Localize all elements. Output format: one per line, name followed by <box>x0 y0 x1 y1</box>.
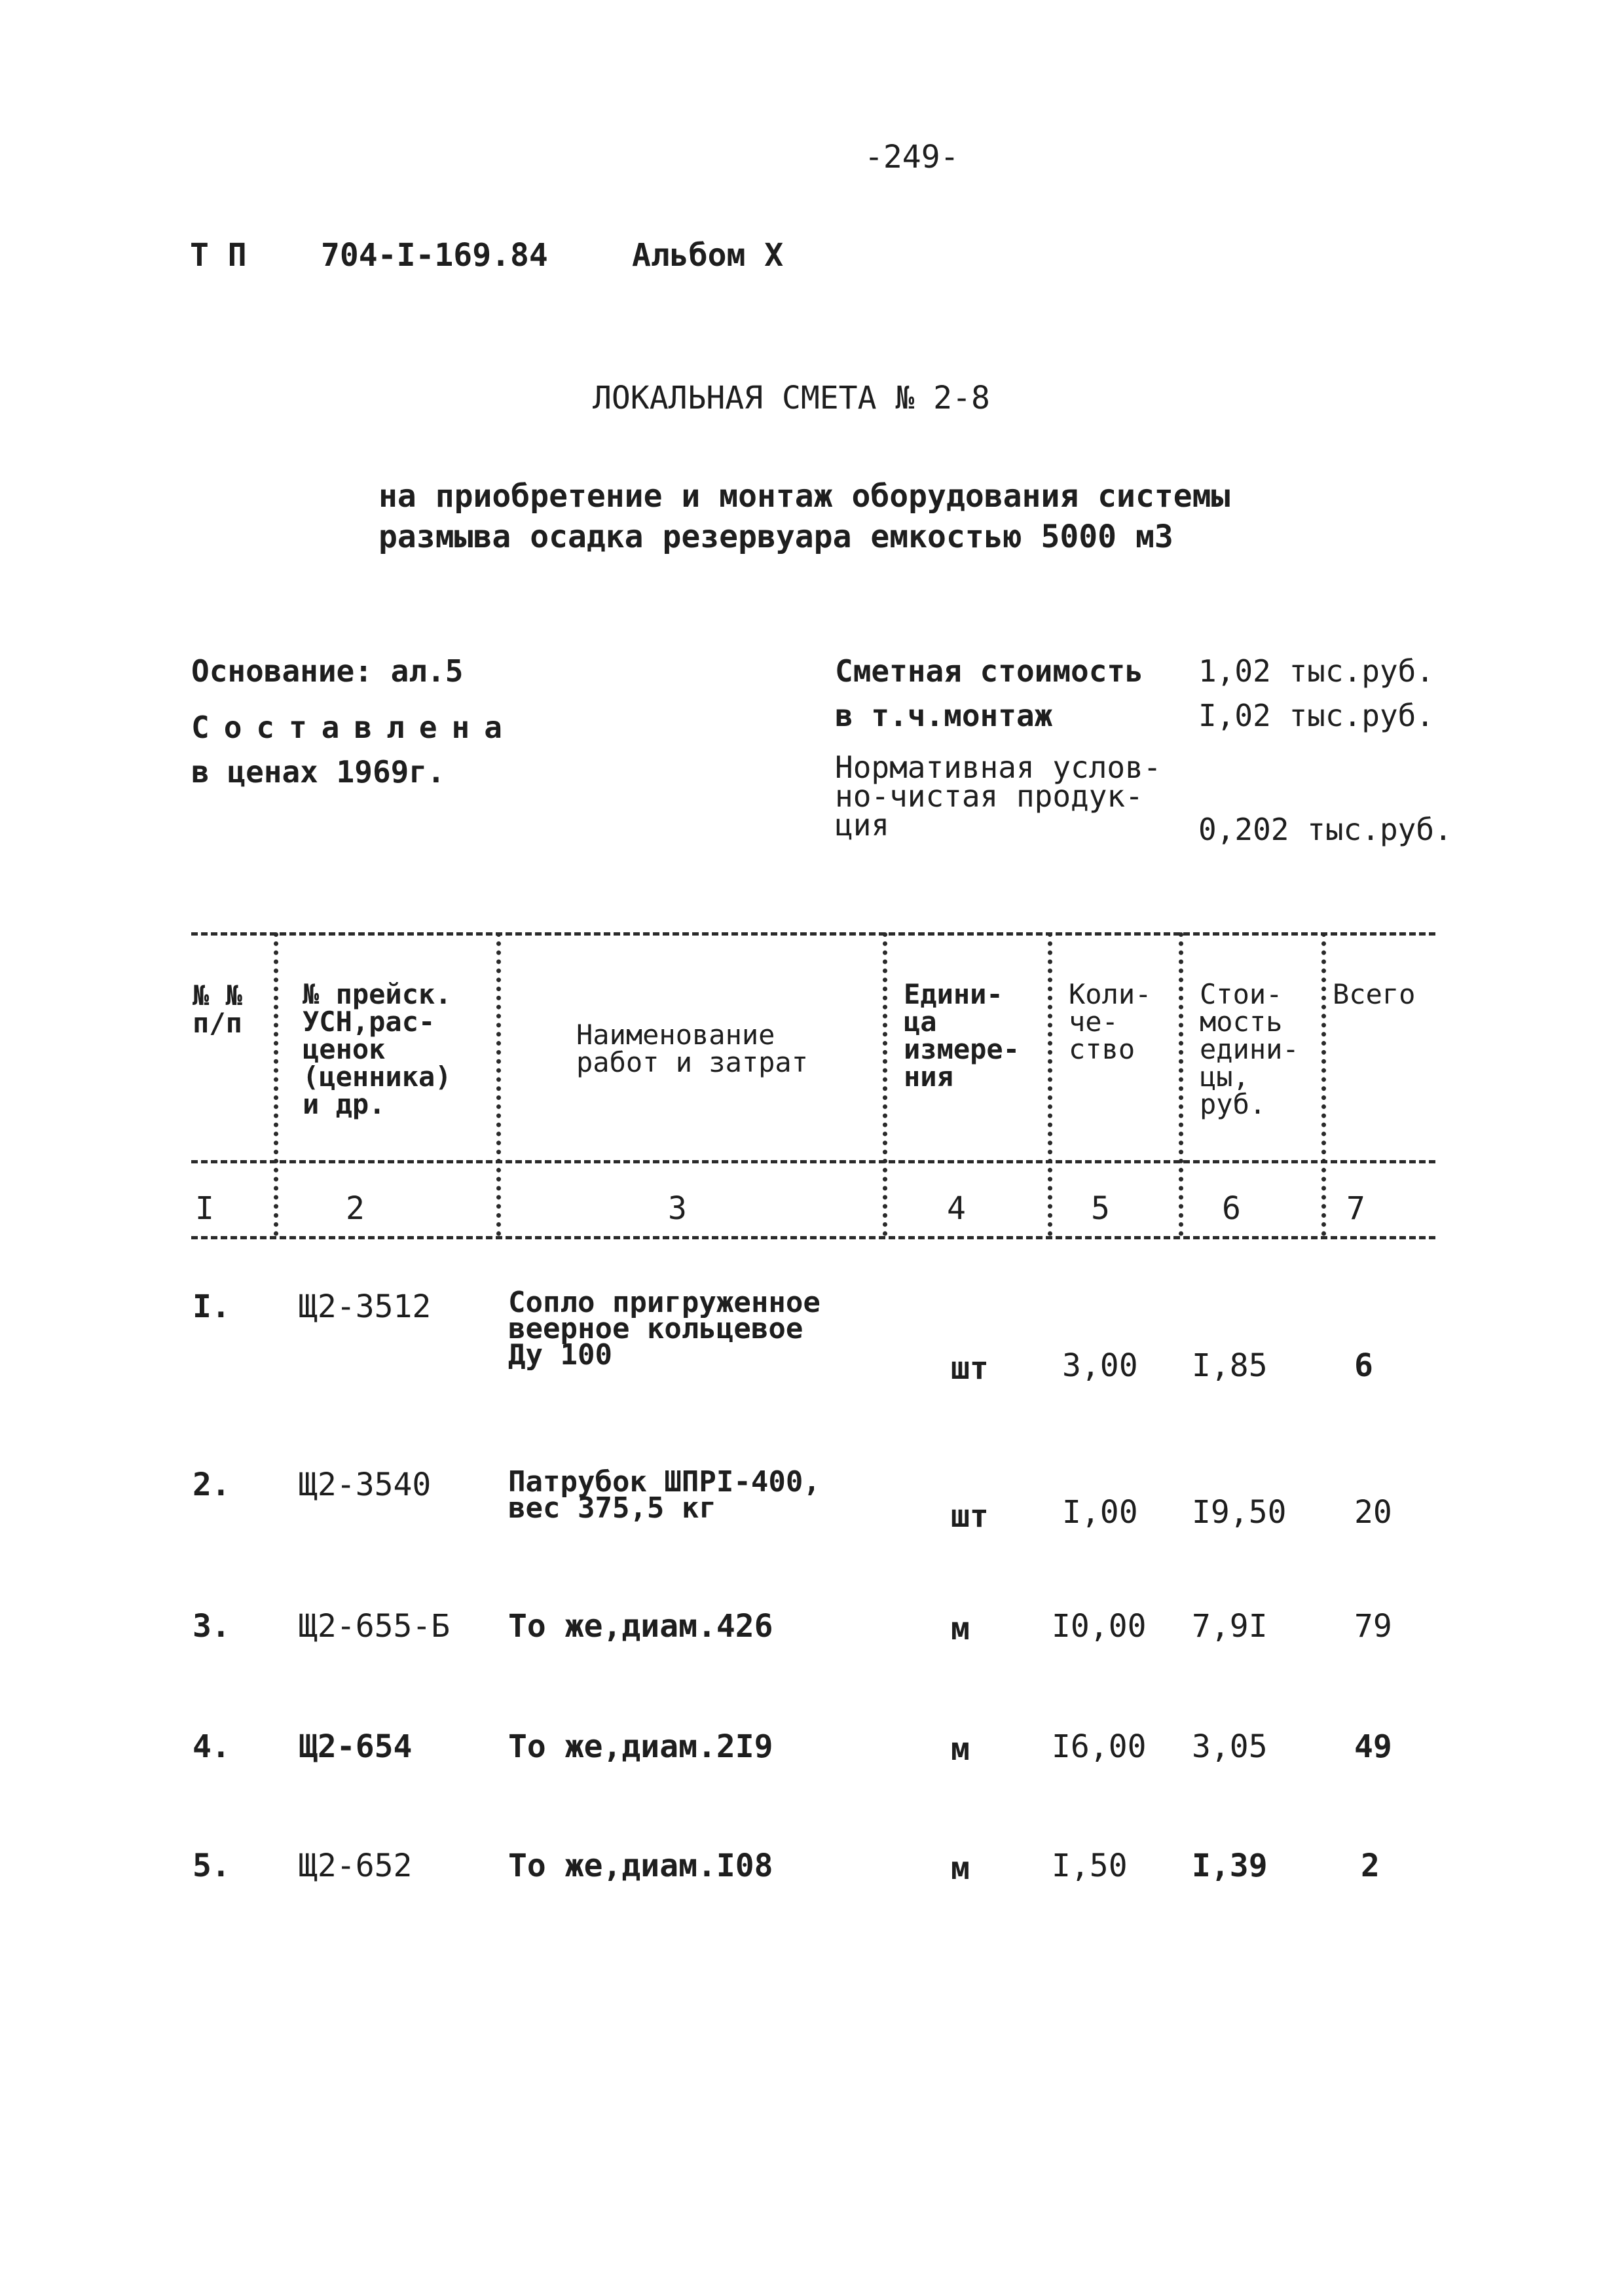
row-quantity: I6,00 <box>1052 1728 1147 1765</box>
row-unit-price: 3,05 <box>1192 1728 1268 1765</box>
col-separator-3 <box>883 932 887 1236</box>
row-unit: м <box>951 1850 970 1887</box>
row-name: То же,диам.426 <box>508 1608 773 1645</box>
column-number-4: 4 <box>947 1190 966 1227</box>
header-quantity: Коли- че- ство <box>1069 978 1152 1065</box>
header-price-list: № прейск. УСН,рас- ценок (ценника) и др. <box>303 978 452 1120</box>
row-code: Щ2-652 <box>299 1848 413 1884</box>
table-numbers-rule <box>191 1236 1435 1239</box>
document-series: Т П <box>190 237 247 274</box>
row-quantity: I0,00 <box>1052 1608 1147 1645</box>
table-header-rule <box>191 1160 1435 1163</box>
document-title: ЛОКАЛЬНАЯ СМЕТА № 2-8 <box>593 380 990 416</box>
row-total: 2 <box>1361 1848 1380 1884</box>
col-separator-6 <box>1321 932 1326 1236</box>
column-number-2: 2 <box>346 1190 365 1227</box>
row-name: Сопло пригруженное веерное кольцевое Ду 100 <box>508 1286 821 1372</box>
header-row-number: № № п/п <box>193 979 242 1039</box>
column-number-5: 5 <box>1091 1190 1110 1227</box>
row-unit-price: 7,9I <box>1192 1608 1268 1645</box>
estimate-cost-value: 1,02 тыс.руб. <box>1198 653 1435 689</box>
normative-product-label: Нормативная услов- но-чистая продук- ция <box>835 750 1162 843</box>
document-code: 704-I-169.84 <box>321 237 548 274</box>
estimate-cost-label: Сметная стоимость <box>835 653 1143 689</box>
basis-label: Основание: ал.5 <box>191 653 464 689</box>
col-separator-5 <box>1179 932 1183 1236</box>
row-number: 5. <box>193 1848 231 1884</box>
row-unit: м <box>951 1731 970 1768</box>
prices-label: в ценах 1969г. <box>191 754 445 790</box>
header-total: Всего <box>1333 978 1416 1010</box>
col-separator-1 <box>274 932 278 1236</box>
row-name: Патрубок ШПРI-400, вес 375,5 кг <box>508 1465 821 1525</box>
row-total: 20 <box>1354 1494 1392 1531</box>
row-code: Щ2-655-Б <box>299 1608 451 1645</box>
table-top-rule <box>191 932 1435 936</box>
subtitle-line-2: размыва осадка резервуара емкостью 5000 м3 <box>378 519 1173 555</box>
row-number: I. <box>193 1288 231 1325</box>
header-unit-cost: Стои- мость едини- цы, руб. <box>1200 978 1299 1120</box>
composed-label: Составлена <box>191 710 517 745</box>
row-name: То же,диам.I08 <box>508 1848 773 1884</box>
row-unit-price: I9,50 <box>1192 1494 1287 1531</box>
column-number-6: 6 <box>1222 1190 1241 1227</box>
row-total: 6 <box>1354 1347 1373 1384</box>
row-total: 49 <box>1354 1728 1392 1765</box>
row-quantity: 3,00 <box>1062 1347 1138 1384</box>
row-unit-price: I,85 <box>1192 1347 1268 1384</box>
header-name: Наименование работ и затрат <box>576 1019 809 1078</box>
page-number: -249- <box>864 139 959 175</box>
col-separator-2 <box>496 932 501 1236</box>
header-unit: Едини- ца измере- ния <box>904 978 1020 1093</box>
row-name: То же,диам.2I9 <box>508 1728 773 1765</box>
row-number: 4. <box>193 1728 231 1765</box>
normative-product-value: 0,202 тыс.руб. <box>1198 812 1452 847</box>
row-unit-price: I,39 <box>1192 1848 1268 1884</box>
subtitle-line-1: на приобретение и монтаж оборудования системы <box>378 478 1230 515</box>
column-number-1: I <box>195 1190 214 1227</box>
row-quantity: I,50 <box>1052 1848 1128 1884</box>
album-label: Альбом X <box>632 237 784 274</box>
col-separator-4 <box>1048 932 1052 1236</box>
row-code: Щ2-3512 <box>299 1288 432 1325</box>
row-code: Щ2-3540 <box>299 1467 432 1503</box>
row-number: 3. <box>193 1608 231 1645</box>
row-total: 79 <box>1354 1608 1392 1645</box>
row-unit: м <box>951 1611 970 1647</box>
row-unit: шт <box>951 1498 989 1535</box>
row-code: Щ2-654 <box>299 1728 413 1765</box>
column-number-3: 3 <box>668 1190 687 1227</box>
row-unit: шт <box>951 1350 989 1387</box>
row-quantity: I,00 <box>1062 1494 1138 1531</box>
installation-cost-value: I,02 тыс.руб. <box>1198 698 1435 733</box>
installation-cost-label: в т.ч.монтаж <box>835 698 1053 733</box>
row-number: 2. <box>193 1467 231 1503</box>
column-number-7: 7 <box>1346 1190 1365 1227</box>
